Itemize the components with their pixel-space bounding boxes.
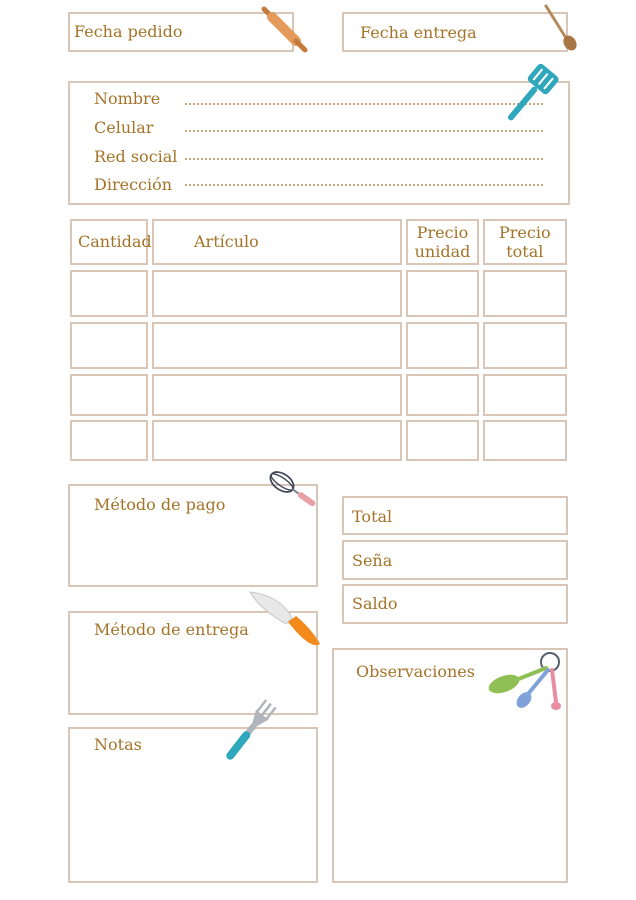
article-cell[interactable] [152,420,402,461]
name-label: Nombre [94,89,161,108]
whisk-icon [268,470,326,514]
total-label: Total [352,507,393,526]
table-header-articulo [152,219,402,265]
article-cell[interactable] [152,270,402,317]
notes-label: Notas [94,735,142,754]
delivery-date-label: Fecha entrega [360,23,477,42]
rolling-pin-icon [258,3,310,55]
fork-icon [254,702,332,764]
table-header-quantity: Cantidad [78,232,152,251]
name-line[interactable] [185,103,543,105]
social-line[interactable] [185,158,543,160]
table-header-total-price: Precio total [483,219,567,265]
order-date-label: Fecha pedido [74,22,183,41]
total-price-cell[interactable] [483,322,567,369]
article-cell[interactable] [152,374,402,416]
social-label: Red social [94,147,178,166]
unit-price-cell[interactable] [406,420,479,461]
unit-price-cell[interactable] [406,322,479,369]
quantity-cell[interactable] [70,374,148,416]
observations-label: Observaciones [356,662,475,681]
payment-method-label: Método de pago [94,495,226,514]
article-cell[interactable] [152,322,402,369]
total-price-cell[interactable] [483,374,567,416]
spatula-icon [522,66,590,130]
balance-label: Saldo [352,594,398,613]
phone-line[interactable] [185,130,543,132]
unit-price-cell[interactable] [406,270,479,317]
address-line[interactable] [185,184,543,186]
quantity-cell[interactable] [70,420,148,461]
measuring-spoons-icon [486,650,568,714]
table-header-unit-price: Precio unidad [406,219,479,265]
quantity-cell[interactable] [70,270,148,317]
address-label: Dirección [94,175,173,194]
phone-label: Celular [94,118,154,137]
unit-price-cell[interactable] [406,374,479,416]
table-header-article: Artículo [194,232,259,251]
knife-icon [246,588,326,652]
deposit-label: Seña [352,551,393,570]
wooden-spoon-icon [542,4,582,52]
quantity-cell[interactable] [70,322,148,369]
delivery-method-label: Método de entrega [94,620,249,639]
total-price-cell[interactable] [483,420,567,461]
total-price-cell[interactable] [483,270,567,317]
